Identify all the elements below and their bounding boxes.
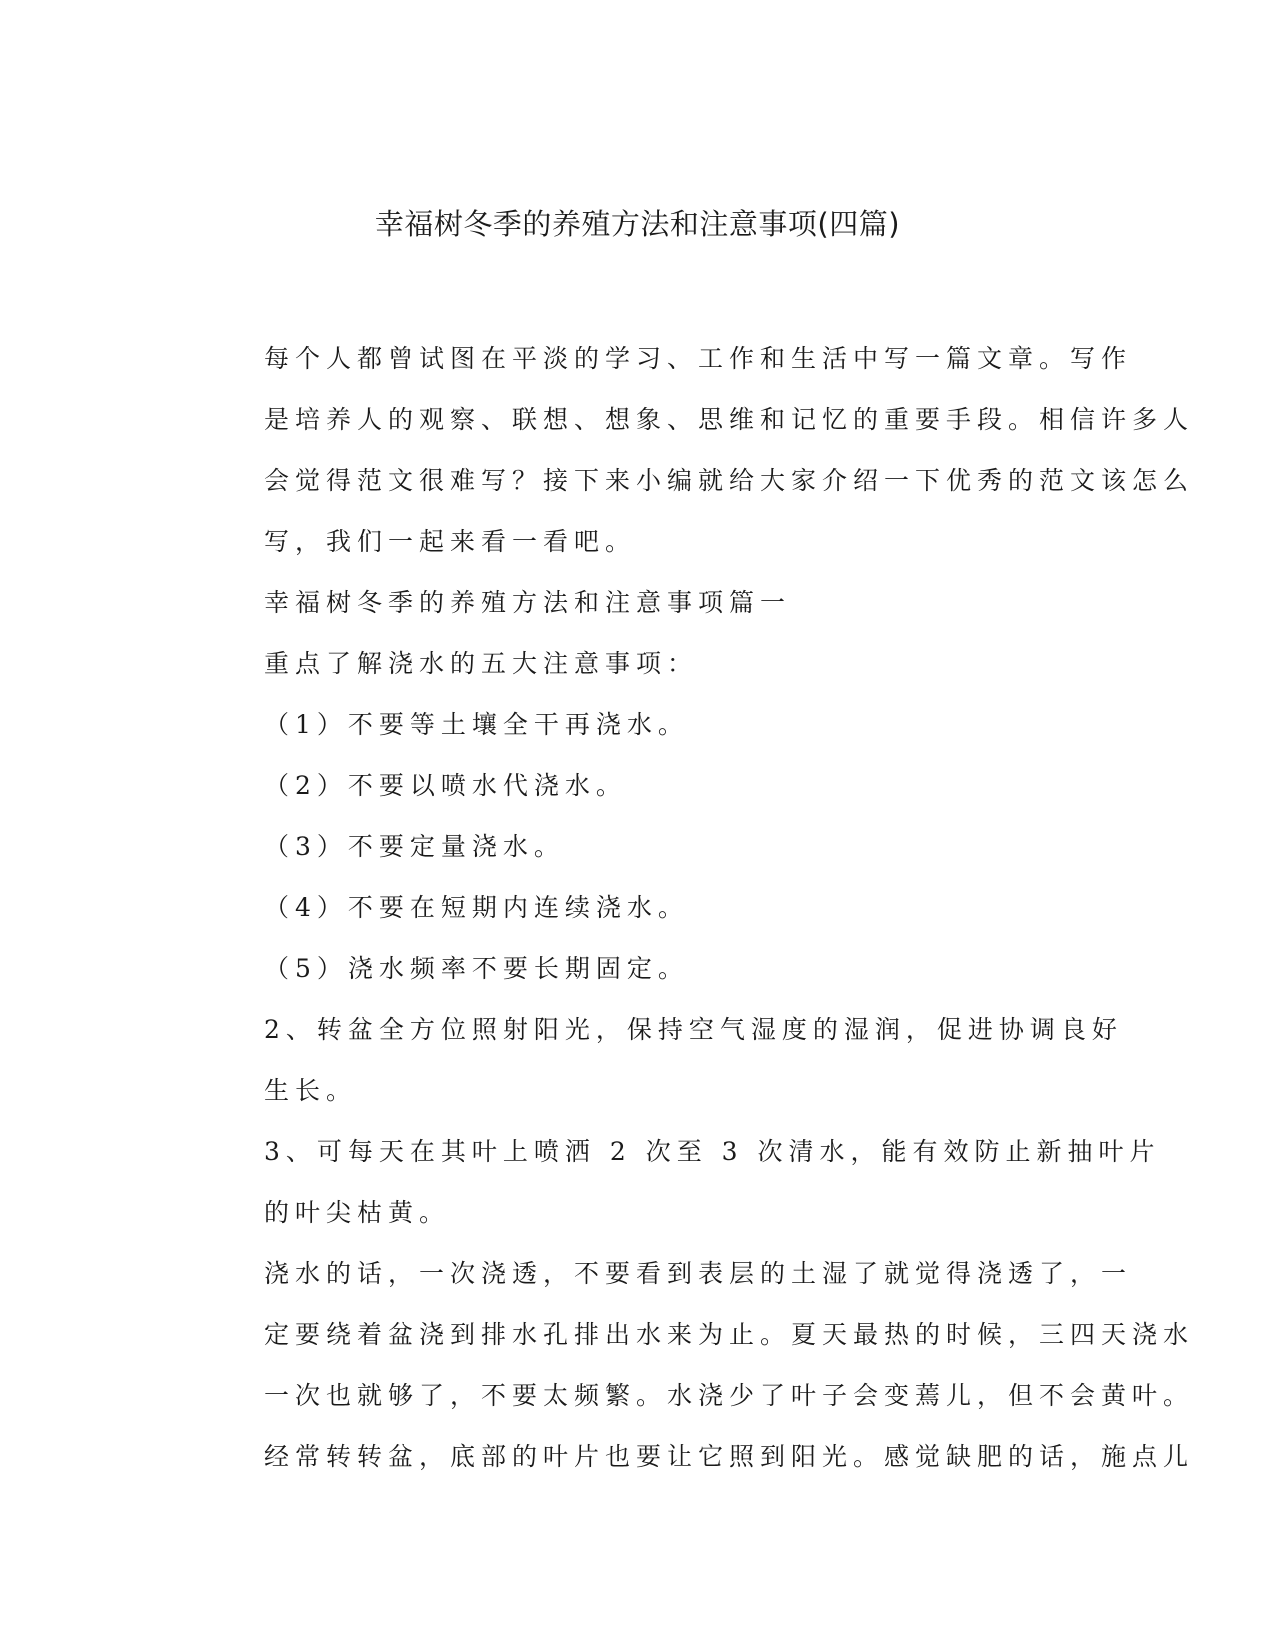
watering-tips-paragraph xyxy=(190,1243,1195,1487)
document-body xyxy=(190,328,1195,1487)
watering-item: （2）不要以喷水代浇水。 xyxy=(264,771,627,800)
text-line: 2、转盆全方位照射阳光，保持空气湿度的湿润，促进协调良好 xyxy=(264,1015,1123,1044)
text-line: 一次也就够了，不要太频繁。水浇少了叶子会变蔫儿，但不会黄叶。 xyxy=(264,1381,1195,1410)
text-line: 每个人都曾试图在平淡的学习、工作和生活中写一篇文章。写作 xyxy=(264,344,1133,373)
watering-item: （3）不要定量浇水。 xyxy=(264,832,565,861)
text-line: 3、可每天在其叶上喷洒 2 次至 3 次清水，能有效防止新抽叶片 xyxy=(264,1137,1161,1166)
watering-item: （4）不要在短期内连续浇水。 xyxy=(264,893,689,922)
watering-heading: 重点了解浇水的五大注意事项： xyxy=(264,649,699,678)
text-line: 写，我们一起来看一看吧。 xyxy=(264,527,637,556)
watering-item: （1）不要等土壤全干再浇水。 xyxy=(264,710,689,739)
point-2-paragraph xyxy=(190,999,1123,1121)
text-line: 生长。 xyxy=(264,1076,358,1105)
intro-paragraph xyxy=(190,328,1195,572)
section-heading: 幸福树冬季的养殖方法和注意事项篇一 xyxy=(264,588,792,617)
text-line: 是培养人的观察、联想、想象、思维和记忆的重要手段。相信许多人 xyxy=(264,405,1195,434)
text-line: 会觉得范文很难写？接下来小编就给大家介绍一下优秀的范文该怎么 xyxy=(264,466,1195,495)
document-title: 幸福树冬季的养殖方法和注意事项(四篇) xyxy=(374,207,901,241)
text-line: 定要绕着盆浇到排水孔排出水来为止。夏天最热的时候，三四天浇水 xyxy=(264,1320,1195,1349)
text-line: 浇水的话，一次浇透，不要看到表层的土湿了就觉得浇透了，一 xyxy=(264,1259,1133,1288)
point-3-paragraph xyxy=(190,1121,1161,1243)
text-line: 经常转转盆，底部的叶片也要让它照到阳光。感觉缺肥的话，施点儿 xyxy=(264,1442,1195,1471)
text-line: 的叶尖枯黄。 xyxy=(264,1198,451,1227)
watering-item: （5）浇水频率不要长期固定。 xyxy=(264,954,689,983)
